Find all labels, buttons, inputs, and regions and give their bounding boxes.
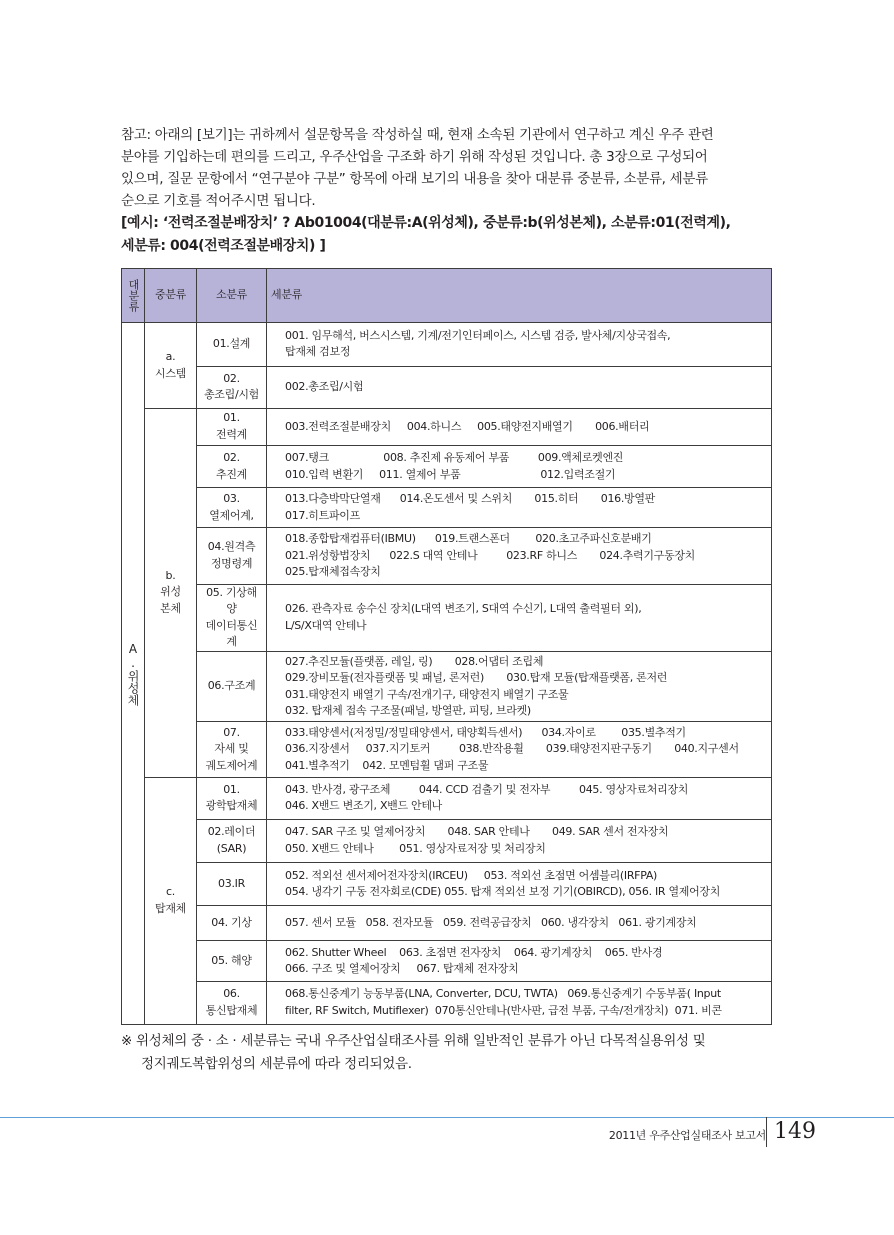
middle-category-line: 탑재체 bbox=[155, 901, 186, 915]
minor-category-cell bbox=[197, 777, 267, 819]
detail-category-line: 013.다층박막단열재 014.온도센서 및 스위치 015.히터 016.방열판 bbox=[285, 492, 656, 506]
minor-category-line: 데이터통신계 bbox=[205, 618, 258, 649]
detail-category-cell bbox=[267, 906, 772, 941]
minor-category-cell bbox=[197, 863, 267, 906]
minor-category-line: 정명령계 bbox=[210, 556, 253, 570]
detail-category-line: 041.별추적기 042. 모멘텀휠 댐퍼 구조물 bbox=[285, 758, 489, 772]
table-row bbox=[122, 722, 772, 777]
table-row bbox=[122, 584, 772, 651]
detail-category-line: 003.전력조절분배장치 004.하니스 005.태양전지배열기 006.배터리 bbox=[285, 419, 650, 433]
minor-category-line: 07. bbox=[223, 725, 240, 739]
minor-category-cell bbox=[197, 366, 267, 408]
minor-category-line: 전력계 bbox=[216, 427, 247, 441]
middle-category-line: a. bbox=[165, 350, 176, 363]
detail-category-cell bbox=[267, 777, 772, 819]
minor-category-cell bbox=[197, 941, 267, 981]
detail-category-line: 068.통신중계기 능동부품(LNA, Converter, DCU, TWTA) 069.통신중계기 수동부품( Input bbox=[285, 987, 721, 1001]
detail-category-line: 054. 냉각기 구동 전자회로(CDE) 055. 탑재 적외선 보정 기기(OBIRCD), 056. IR 열제어장치 bbox=[285, 885, 721, 899]
table-row bbox=[122, 906, 772, 941]
page-number: 149 bbox=[774, 1119, 816, 1144]
intro-line: 있으며, 질문 문항에서 “연구분야 구분” 항목에 아래 보기의 내용을 찾아 대분류 중분류, 소분류, 세분류 bbox=[121, 171, 708, 187]
header-major: 대분류 bbox=[122, 269, 145, 323]
footer-separator bbox=[766, 1117, 767, 1147]
minor-category-cell bbox=[197, 651, 267, 721]
detail-category-line: 062. Shutter Wheel 063. 초점면 전자장치 064. 광기계장치 065. 반사경 bbox=[285, 945, 663, 959]
footnote-line: 정지궤도복합위성의 세분류에 따라 정리되었음. bbox=[141, 1056, 412, 1072]
detail-category-cell bbox=[267, 366, 772, 408]
intro-line: 참고: 아래의 [보기]는 귀하께서 설문항목을 작성하실 때, 현재 소속된 기관에서 연구하고 계신 우주 관련 bbox=[121, 127, 714, 143]
detail-category-line: 043. 반사경, 광구조체 044. CCD 검출기 및 전자부 045. 영상자료처리장치 bbox=[285, 782, 689, 796]
table-row bbox=[122, 651, 772, 721]
detail-category-line: 025.탑재체접속장치 bbox=[285, 565, 381, 579]
detail-category-line: filter, RF Switch, Mutiflexer) 070통신안테나(반사판, 급전 부품, 구속/전개장치) 071. 비콘 bbox=[285, 1003, 722, 1017]
intro-line: 순으로 기호를 적어주시면 됩니다. bbox=[121, 193, 316, 209]
minor-category-line: 06.구조계 bbox=[207, 679, 256, 693]
detail-category-cell bbox=[267, 651, 772, 721]
header-detail: 세분류 bbox=[267, 269, 772, 323]
detail-category-cell bbox=[267, 528, 772, 584]
detail-category-line: 057. 센서 모듈 058. 전자모듈 059. 전력공급장치 060. 냉각장치 061. 광기계장치 bbox=[285, 916, 697, 930]
minor-category-line: 열제어계, bbox=[209, 508, 254, 522]
minor-category-line: 02. bbox=[223, 371, 240, 385]
minor-category-line: 03.IR bbox=[218, 876, 245, 890]
minor-category-line: 통신탑재체 bbox=[205, 1003, 258, 1017]
middle-category-line: c. bbox=[166, 885, 175, 899]
minor-category-line: 05. 해양 bbox=[211, 953, 252, 967]
minor-category-line: 04.원격측 bbox=[207, 540, 256, 554]
detail-category-line: 066. 구조 및 열제어장치 067. 탑재체 전자장치 bbox=[285, 962, 519, 976]
table-row bbox=[122, 777, 772, 819]
table-row bbox=[122, 445, 772, 487]
detail-category-line: 032. 탑재체 접속 구조물(패널, 방열판, 피팅, 브라켓) bbox=[285, 704, 531, 718]
major-category-cell: A.위성체 bbox=[122, 323, 145, 1025]
example-line: 세분류: 004(전력조절분배장치) ] bbox=[121, 238, 326, 254]
minor-category-cell bbox=[197, 584, 267, 651]
minor-category-line: 추진계 bbox=[216, 467, 247, 481]
minor-category-cell bbox=[197, 323, 267, 366]
table-header-row bbox=[122, 269, 772, 323]
detail-category-line: 029.장비모듈(전자플랫폼 및 패널, 론저런) 030.탑재 모듈(탑재플랫폼, 론저런 bbox=[285, 671, 668, 685]
report-title: 2011년 우주산업실태조사 보고서 bbox=[608, 1129, 766, 1142]
table-row bbox=[122, 323, 772, 366]
minor-category-line: 궤도제어계 bbox=[205, 758, 258, 772]
detail-category-cell bbox=[267, 722, 772, 777]
detail-category-cell bbox=[267, 488, 772, 528]
detail-category-line: 046. X밴드 변조기, X밴드 안테나 bbox=[285, 799, 443, 813]
detail-category-cell bbox=[267, 863, 772, 906]
detail-category-line: L/S/X대역 안테나 bbox=[285, 618, 367, 632]
minor-category-line: 03. bbox=[223, 492, 240, 506]
minor-category-line: 총조립/시험 bbox=[203, 388, 260, 402]
middle-category-line: 본체 bbox=[160, 601, 181, 615]
detail-category-cell bbox=[267, 819, 772, 862]
detail-category-line: 002.총조립/시험 bbox=[285, 379, 364, 393]
minor-category-cell bbox=[197, 445, 267, 487]
detail-category-line: 001. 임무해석, 버스시스템, 기계/전기인터페이스, 시스템 검증, 발사체/지상국접속, bbox=[285, 328, 671, 342]
minor-category-cell bbox=[197, 408, 267, 445]
middle-category-line: b. bbox=[165, 568, 176, 582]
table-row bbox=[122, 528, 772, 584]
middle-category-cell bbox=[145, 777, 197, 1024]
header-middle: 중분류 bbox=[145, 269, 197, 323]
detail-category-line: 036.지장센서 037.지기토커 038.반작용휠 039.태양전지판구동기 040.지구센서 bbox=[285, 742, 739, 756]
table-row bbox=[122, 408, 772, 445]
detail-category-cell bbox=[267, 323, 772, 366]
middle-category-cell bbox=[145, 323, 197, 408]
intro-text bbox=[121, 124, 781, 258]
detail-category-line: 018.종합탑재컴퓨터(IBMU) 019.트랜스폰더 020.초고주파신호분배기 bbox=[285, 532, 652, 546]
detail-category-line: 031.태양전지 배열기 구속/전개기구, 태양전지 배열기 구조물 bbox=[285, 687, 569, 701]
footnote-line: ※ 위성체의 중 · 소 · 세분류는 국내 우주산업실태조사를 위해 일반적인 분류가 아닌 다목적실용위성 및 bbox=[121, 1033, 706, 1049]
detail-category-line: 007.탱크 008. 추진제 유동제어 부품 009.액체로켓엔진 bbox=[285, 451, 624, 465]
minor-category-line: 02.레이더 bbox=[207, 825, 256, 839]
minor-category-cell bbox=[197, 528, 267, 584]
detail-category-line: 050. X밴드 안테나 051. 영상자료저장 및 처리장치 bbox=[285, 841, 546, 855]
minor-category-line: (SAR) bbox=[216, 841, 247, 855]
classification-table bbox=[121, 268, 772, 1025]
table-row bbox=[122, 488, 772, 528]
middle-category-cell bbox=[145, 408, 197, 777]
minor-category-cell bbox=[197, 488, 267, 528]
minor-category-cell bbox=[197, 819, 267, 862]
detail-category-line: 010.입력 변환기 011. 열제어 부품 012.입력조절기 bbox=[285, 467, 616, 481]
minor-category-line: 02. bbox=[223, 451, 240, 465]
minor-category-line: 01.설계 bbox=[212, 337, 251, 351]
table-row bbox=[122, 863, 772, 906]
footer-rule bbox=[0, 1117, 894, 1118]
detail-category-line: 탑재체 검보정 bbox=[285, 345, 351, 359]
minor-category-line: 자세 및 bbox=[214, 742, 249, 756]
table-row bbox=[122, 981, 772, 1024]
table-row bbox=[122, 941, 772, 981]
footnote bbox=[121, 1030, 781, 1076]
detail-category-cell bbox=[267, 981, 772, 1024]
example-line: [예시: ‘전력조절분배장치’ ? Ab01004(대분류:A(위성체), 중분류:b(위성본체), 소분류:01(전력계), bbox=[121, 215, 731, 231]
table-row bbox=[122, 366, 772, 408]
detail-category-line: 017.히트파이프 bbox=[285, 508, 360, 522]
minor-category-line: 01. bbox=[223, 782, 240, 796]
minor-category-cell bbox=[197, 981, 267, 1024]
minor-category-line: 04. 기상 bbox=[211, 916, 252, 930]
minor-category-cell bbox=[197, 906, 267, 941]
table-row bbox=[122, 819, 772, 862]
minor-category-line: 06. bbox=[223, 987, 240, 1001]
detail-category-line: 027.추진모듈(플랫폼, 레일, 링) 028.어댑터 조립체 bbox=[285, 654, 544, 668]
detail-category-line: 021.위성항법장치 022.S 대역 안테나 023.RF 하니스 024.추력기구동장치 bbox=[285, 548, 695, 562]
header-minor: 소분류 bbox=[197, 269, 267, 323]
detail-category-line: 052. 적외선 센서제어전자장치(IRCEU) 053. 적외선 초점면 어셈블리(IRFPA) bbox=[285, 868, 658, 882]
detail-category-line: 026. 관측자료 송수신 장치(L대역 변조기, S대역 수신기, L대역 출력필터 외), bbox=[285, 602, 642, 616]
minor-category-cell bbox=[197, 722, 267, 777]
detail-category-cell bbox=[267, 941, 772, 981]
minor-category-line: 05. 기상해양 bbox=[206, 585, 257, 616]
detail-category-line: 047. SAR 구조 및 열제어장치 048. SAR 안테나 049. SAR 센서 전자장치 bbox=[285, 825, 669, 839]
detail-category-line: 033.태양센서(저정밀/정밀태양센서, 태양획득센서) 034.자이로 035.별추적기 bbox=[285, 725, 686, 739]
detail-category-cell bbox=[267, 584, 772, 651]
middle-category-line: 시스템 bbox=[155, 366, 186, 380]
detail-category-cell bbox=[267, 408, 772, 445]
middle-category-line: 위성 bbox=[160, 585, 181, 599]
detail-category-cell bbox=[267, 445, 772, 487]
intro-line: 분야를 기입하는데 편의를 드리고, 우주산업을 구조화 하기 위해 작성된 것입니다. 총 3장으로 구성되어 bbox=[121, 149, 708, 165]
minor-category-line: 광학탑재체 bbox=[205, 799, 258, 813]
minor-category-line: 01. bbox=[223, 411, 240, 425]
